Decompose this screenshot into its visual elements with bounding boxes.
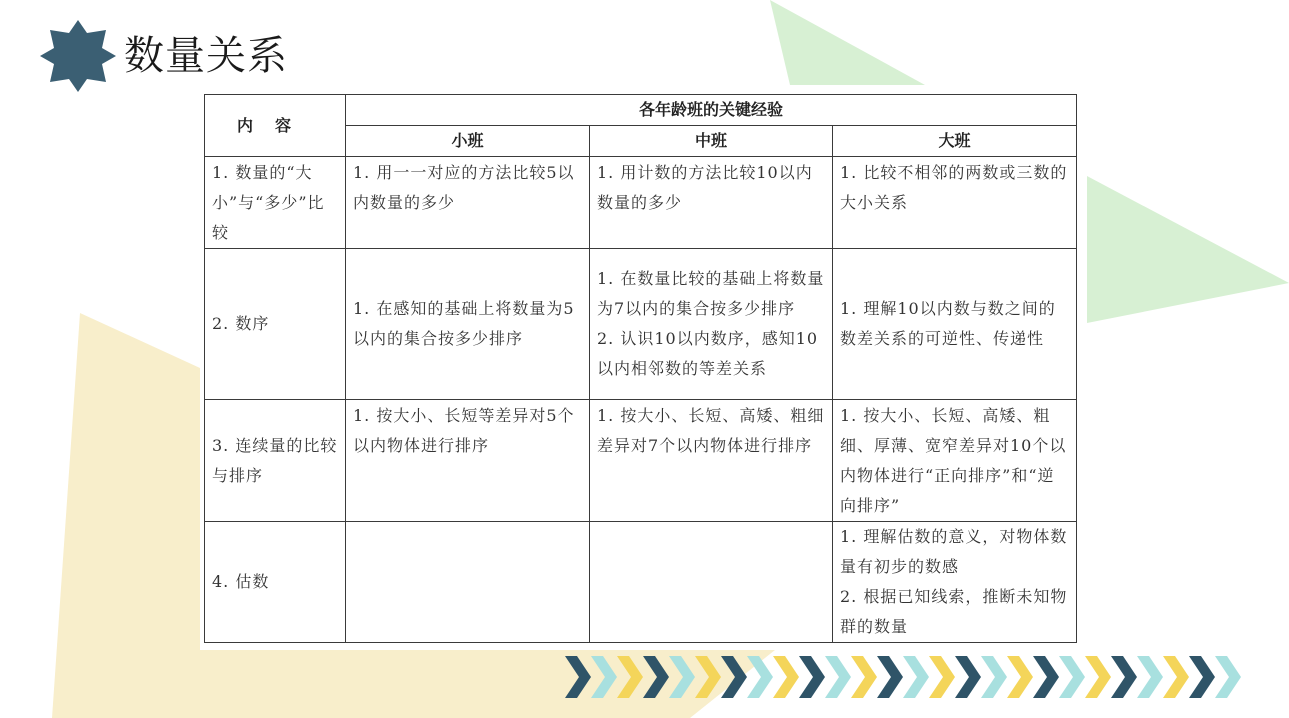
chevron-shape [643,656,669,698]
table-row [205,249,1077,400]
chevron-shape [1033,656,1059,698]
row-label: 3. 连续量的比较与排序 [205,400,346,522]
key-experience-table-container [204,94,1076,643]
table-cell: 1. 比较不相邻的两数或三数的大小关系 [833,157,1077,249]
chevron-shape [1163,656,1189,698]
table-cell: 1. 用计数的方法比较10以内数量的多少 [590,157,833,249]
table-cell: 1. 在数量比较的基础上将数量为7以内的集合按多少排序 2. 认识10以内数序，感知10以内相邻数的等差关系 [590,249,833,400]
chevron-shape [1085,656,1111,698]
chevron-shape [1111,656,1137,698]
chevron-shape [591,656,617,698]
table-row [205,157,1077,249]
table-cell: 1. 按大小、长短、高矮、粗细差异对7个以内物体进行排序 [590,400,833,522]
chevron-shape [851,656,877,698]
chevron-shape [1059,656,1085,698]
chevron-shape [799,656,825,698]
chevron-shape [981,656,1007,698]
chevron-shape [903,656,929,698]
chevron-shape [617,656,643,698]
table-cell: 1. 按大小、长短等差异对5个以内物体进行排序 [346,400,590,522]
header-small-class: 小班 [346,126,590,157]
green-triangle-top [770,0,925,85]
table-cell: 1. 按大小、长短、高矮、粗细、厚薄、宽窄差异对10个以内物体进行“正向排序”和“逆向排序” [833,400,1077,522]
chevron-shape [1189,656,1215,698]
header-content: 内容 [205,95,346,157]
chevron-shape [1137,656,1163,698]
table-header-row-1 [205,95,1077,126]
chevron-shape [721,656,747,698]
table-cell [346,522,590,643]
header-large-class: 大班 [833,126,1077,157]
row-label: 1. 数量的“大小”与“多少”比较 [205,157,346,249]
header-group: 各年龄班的关键经验 [346,95,1077,126]
chevron-shape [695,656,721,698]
chevron-shape [669,656,695,698]
chevron-shape [1215,656,1241,698]
chevron-shape [1007,656,1033,698]
table-cell: 1. 理解10以内数与数之间的数差关系的可逆性、传递性 [833,249,1077,400]
chevron-shape [877,656,903,698]
key-experience-table [204,94,1077,643]
row-label: 4. 估数 [205,522,346,643]
table-row [205,522,1077,643]
green-triangle-right [1087,176,1289,323]
page-title: 数量关系 [124,33,288,79]
chevron-strip [565,656,1245,698]
chevron-shape [565,656,591,698]
chevron-shape [955,656,981,698]
star-icon [40,20,116,92]
table-cell: 1. 用一一对应的方法比较5以内数量的多少 [346,157,590,249]
table-cell: 1. 在感知的基础上将数量为5以内的集合按多少排序 [346,249,590,400]
header-middle-class: 中班 [590,126,833,157]
row-label: 2. 数序 [205,249,346,400]
chevron-shape [825,656,851,698]
chevron-shape [929,656,955,698]
chevron-shape [773,656,799,698]
table-cell: 1. 理解估数的意义，对物体数量有初步的数感 2. 根据已知线索，推断未知物群的数量 [833,522,1077,643]
chevron-shape [747,656,773,698]
table-cell [590,522,833,643]
table-row [205,400,1077,522]
